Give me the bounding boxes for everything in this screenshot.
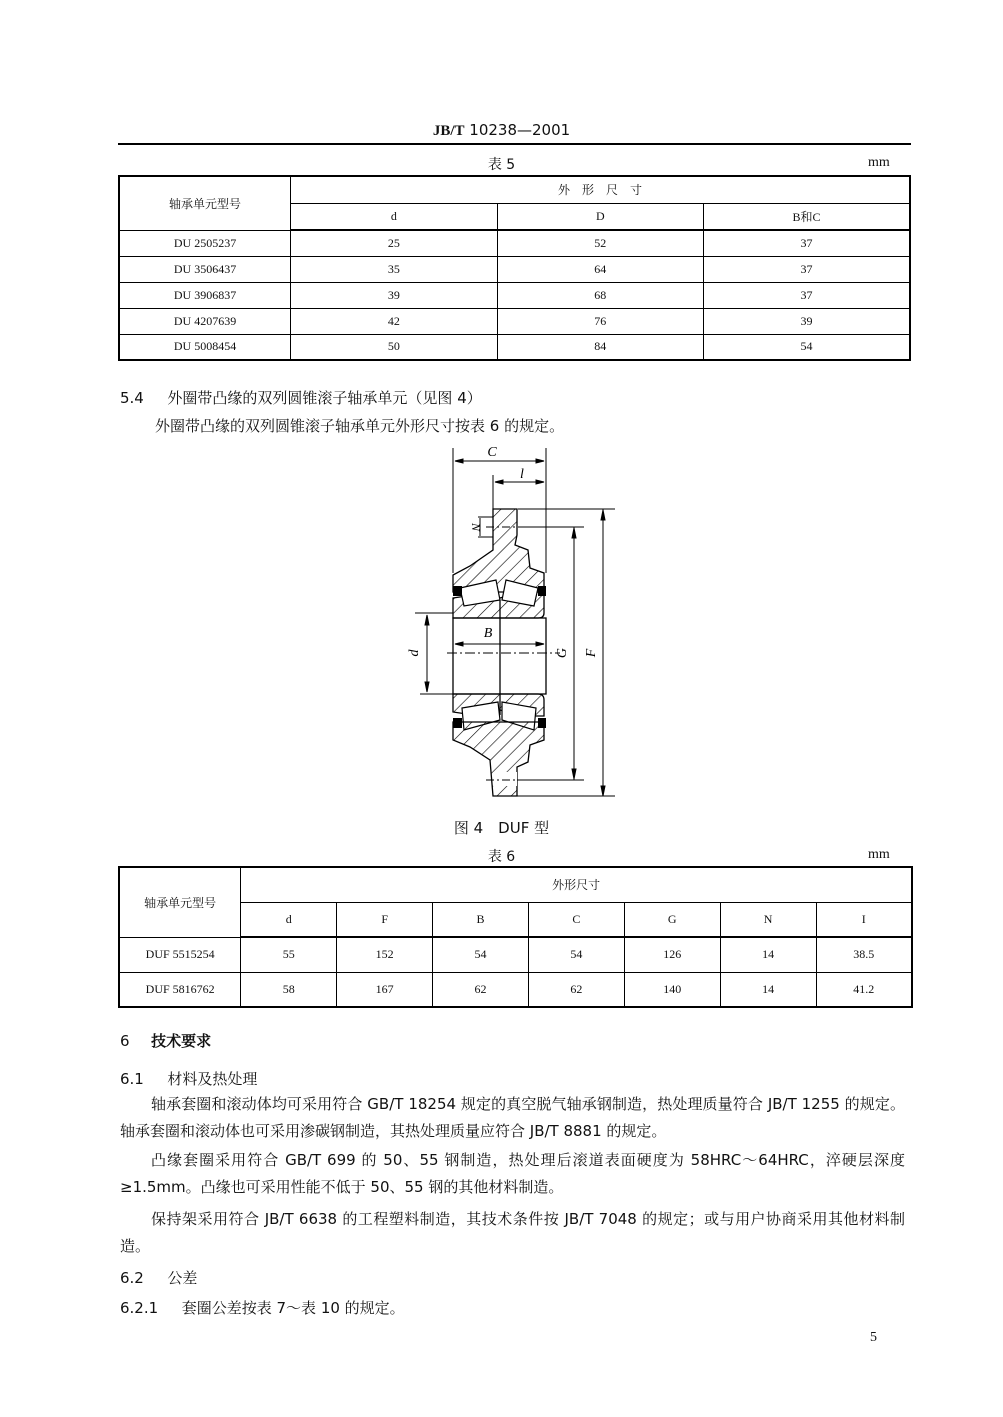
- value-cell: 37: [704, 282, 910, 308]
- value-cell: 152: [337, 937, 433, 972]
- value-cell: 140: [624, 972, 720, 1007]
- section-title: 材料及热处理: [167, 1070, 258, 1088]
- section-number: 6.2: [120, 1269, 144, 1287]
- label-g: G: [555, 647, 570, 659]
- section-title: 技术要求: [151, 1032, 212, 1050]
- table6-col-header: B: [433, 902, 529, 937]
- value-cell: 52: [497, 230, 703, 256]
- figure-4-caption: 图 4 DUF 型: [453, 819, 550, 837]
- label-n: N: [469, 522, 483, 532]
- table5-col-header: D: [497, 203, 703, 230]
- section-6-1-heading: [120, 1068, 257, 1089]
- section-title: 公差: [167, 1269, 198, 1287]
- value-cell: 39: [291, 282, 497, 308]
- value-cell: 39: [704, 308, 910, 334]
- table5-col-header: d: [291, 203, 497, 230]
- section-5-4-heading: [120, 387, 482, 408]
- label-l: l: [520, 467, 524, 482]
- page-header: [0, 121, 1003, 140]
- header-rule: [118, 143, 911, 145]
- table6-group-header: 外形尺寸: [241, 867, 912, 902]
- value-cell: 54: [528, 937, 624, 972]
- table-row: [119, 334, 910, 360]
- label-d: d: [407, 649, 422, 657]
- table-row: [119, 256, 910, 282]
- section-number: 6.2.1: [120, 1299, 159, 1317]
- table5-row-header: 轴承单元型号: [119, 176, 291, 230]
- value-cell: 35: [291, 256, 497, 282]
- model-cell: DUF 5515254: [119, 937, 241, 972]
- table5-col-header: B和C: [704, 203, 910, 230]
- value-cell: 68: [497, 282, 703, 308]
- value-cell: 58: [241, 972, 337, 1007]
- value-cell: 62: [433, 972, 529, 1007]
- model-cell: DU 5008454: [119, 334, 291, 360]
- table-5: [118, 175, 911, 361]
- model-cell: DU 3506437: [119, 256, 291, 282]
- value-cell: 84: [497, 334, 703, 360]
- value-cell: 42: [291, 308, 497, 334]
- section-6-heading: [120, 1030, 211, 1051]
- value-cell: 167: [337, 972, 433, 1007]
- section-number: 5.4: [120, 389, 144, 407]
- paragraph: 保持架采用符合 JB/T 6638 的工程塑料制造，其技术条件按 JB/T 7048 的规定；或与用户协商采用其他材料制造。: [120, 1210, 905, 1255]
- value-cell: 25: [291, 230, 497, 256]
- label-b: B: [483, 626, 493, 641]
- value-cell: 62: [528, 972, 624, 1007]
- paragraph: 凸缘套圈采用符合 GB/T 699 的 50、55 钢制造，热处理后滚道表面硬度为 58HRC～64HRC，淬硬层深度≥1.5mm。凸缘也可采用性能不低于 50、55 钢的其他材料制造。: [120, 1151, 905, 1196]
- table6-caption: 表 6: [487, 849, 516, 865]
- table-row: [119, 972, 912, 1007]
- model-cell: DUF 5816762: [119, 972, 241, 1007]
- value-cell: 37: [704, 230, 910, 256]
- model-cell: DU 2505237: [119, 230, 291, 256]
- paragraph: 轴承套圈和滚动体均可采用符合 GB/T 18254 规定的真空脱气轴承钢制造，热处理质量符合 JB/T 1255 的规定。轴承套圈和滚动体也可采用渗碳钢制造，其热处理质量应符合 JB/T 8881 的规定。: [120, 1095, 905, 1140]
- standard-code-prefix: JB/T: [432, 123, 465, 139]
- value-cell: 76: [497, 308, 703, 334]
- value-cell: 54: [433, 937, 529, 972]
- value-cell: 41.2: [816, 972, 912, 1007]
- table-row: [119, 308, 910, 334]
- table5-group-header: 外 形 尺 寸: [291, 176, 910, 203]
- outer-ring-upper: [453, 509, 544, 592]
- value-cell: 38.5: [816, 937, 912, 972]
- table6-col-header: C: [528, 902, 624, 937]
- value-cell: 37: [704, 256, 910, 282]
- table6-col-header: F: [337, 902, 433, 937]
- section-6-2-heading: [120, 1267, 197, 1288]
- table-row: [119, 937, 912, 972]
- value-cell: 54: [704, 334, 910, 360]
- section-title: 外圈带凸缘的双列圆锥滚子轴承单元（见图 4）: [167, 389, 482, 407]
- value-cell: 14: [720, 972, 816, 1007]
- section-number: 6.1: [120, 1070, 144, 1088]
- section-body: 套圈公差按表 7～表 10 的规定。: [181, 1299, 405, 1317]
- page-number: 5: [870, 1330, 877, 1345]
- section-number: 6: [120, 1032, 130, 1050]
- value-cell: 64: [497, 256, 703, 282]
- table6-row-header: 轴承单元型号: [119, 867, 241, 937]
- table6-col-header: G: [624, 902, 720, 937]
- standard-code-number: 10238—2001: [469, 121, 571, 139]
- label-c: C: [487, 445, 497, 460]
- table5-unit: mm: [868, 155, 890, 170]
- table6-col-header: I: [816, 902, 912, 937]
- value-cell: 126: [624, 937, 720, 972]
- section-5-4-body: 外圈带凸缘的双列圆锥滚子轴承单元外形尺寸按表 6 的规定。: [155, 417, 565, 435]
- table-6: [118, 866, 913, 1008]
- value-cell: 55: [241, 937, 337, 972]
- value-cell: 50: [291, 334, 497, 360]
- table-row: [119, 282, 910, 308]
- table-row: [119, 230, 910, 256]
- value-cell: 14: [720, 937, 816, 972]
- model-cell: DU 3906837: [119, 282, 291, 308]
- table5-caption: 表 5: [487, 157, 516, 173]
- label-f: F: [584, 648, 599, 658]
- section-6-2-1: [120, 1297, 405, 1318]
- model-cell: DU 4207639: [119, 308, 291, 334]
- figure-4-drawing: [400, 440, 630, 810]
- table6-col-header: N: [720, 902, 816, 937]
- table6-col-header: d: [241, 902, 337, 937]
- table6-unit: mm: [868, 847, 890, 862]
